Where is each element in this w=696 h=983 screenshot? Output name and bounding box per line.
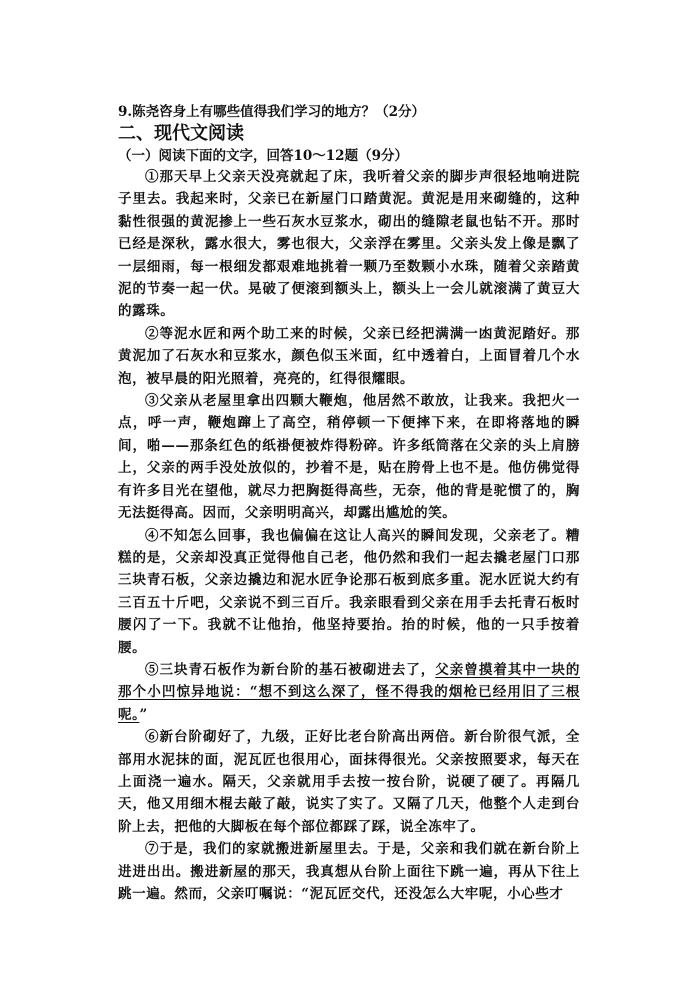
underlined-sentence: 父亲曾摸着其中一块的那个小凹惊异地说：“想不到这么深了，怪不得我的烟枪已经用旧了三根呢。 (118, 661, 581, 723)
paragraph-6: ⑥新台阶砌好了，九级，正好比老台阶高出两倍。新台阶很气派，全部用水泥抹的面，泥瓦匠也很用心，面抹得很光。父亲按照要求，每天在上面浇一遍水。隔天，父亲就用手去按一按台阶，说硬了硬了。再隔几天，他又用细木棍去敲了敲，说实了实了。又隔了几天，他整个人走到台阶上去，把他的大脚板在每个部位都踩了踩，说全冻牢了。 (118, 729, 580, 835)
document-page (118, 103, 580, 905)
paragraph-5 (118, 659, 580, 726)
paragraph-4: ④不知怎么回事，我也偏偏在这让人高兴的瞬间发现，父亲老了。糟糕的是，父亲却没真正觉得他自己老，他仍然和我们一起去撬老屋门口那三块青石板，父亲边撬边和泥水匠争论那石板到底多重。泥水匠说大约有三百五十斤吧，父亲说不到三百斤。我亲眼看到父亲在用手去托青石板时腰闪了一下。我就不让他抬，他坚持要抬。抬的时候，他的一只手按着腰。 (118, 527, 580, 656)
paragraph-5-closing-quote: ” (139, 706, 148, 723)
paragraph-1: ①那天早上父亲天没亮就起了床，我听着父亲的脚步声很轻地响进院子里去。我起来时，父亲已在新屋门口踏黄泥。黄泥是用来砌缝的，这种黏性很强的黄泥掺上一些石灰水豆浆水，砌出的缝隙老鼠也钻不开。那时已经是深秋，露水很大，雾也很大，父亲浮在雾里。父亲头发上像是飘了一层细雨，每一根细发都艰难地挑着一颗乃至数颗小水珠，随着父亲踏黄泥的节奏一起一伏。晃破了便滚到额头上，额头上一会儿就滚满了黄豆大的露珠。 (118, 169, 580, 320)
paragraph-3: ③父亲从老屋里拿出四颗大鞭炮，他居然不敢放，让我来。我把火一点，呼一声，鞭炮蹿上了高空，稍停顿一下便摔下来，在即将落地的瞬间，啪——那条红色的纸褂便被炸得粉碎。许多纸筒落在父亲的头上肩膀上，父亲的两手没处放似的，抄着不是，贴在胯骨上也不是。他仿佛觉得有许多目光在望他，就尽力把胸挺得高些，无奈，他的背是驼惯了的，胸无法挺得高。因而，父亲明明高兴，却露出尴尬的笑。 (118, 393, 580, 522)
paragraph-5-lead: ⑤三块青石板作为新台阶的基石被砌进去了， (145, 661, 436, 678)
reading-instruction: （一）阅读下面的文字，回答10～12题（9分） (118, 148, 408, 164)
question-9: 9.陈尧咨身上有哪些值得我们学习的地方？（2分） (118, 104, 425, 120)
paragraph-7: ⑦于是，我们的家就搬进新屋里去。于是，父亲和我们就在新台阶上进进出出。搬进新屋的那天，我真想从台阶上面往下跳一遍，再从下往上跳一遍。然而，父亲叮嘱说：“泥瓦匠交代，还没怎么大牢呢，小心些才 (118, 841, 580, 902)
paragraph-2: ②等泥水匠和两个助工来的时候，父亲已经把满满一凼黄泥踏好。那黄泥加了石灰水和豆浆水，颜色似玉米面，红中透着白，上面冒着几个水泡，被早晨的阳光照着，亮亮的，红得很耀眼。 (118, 325, 580, 387)
section-title: 二、现代文阅读 (118, 123, 244, 144)
